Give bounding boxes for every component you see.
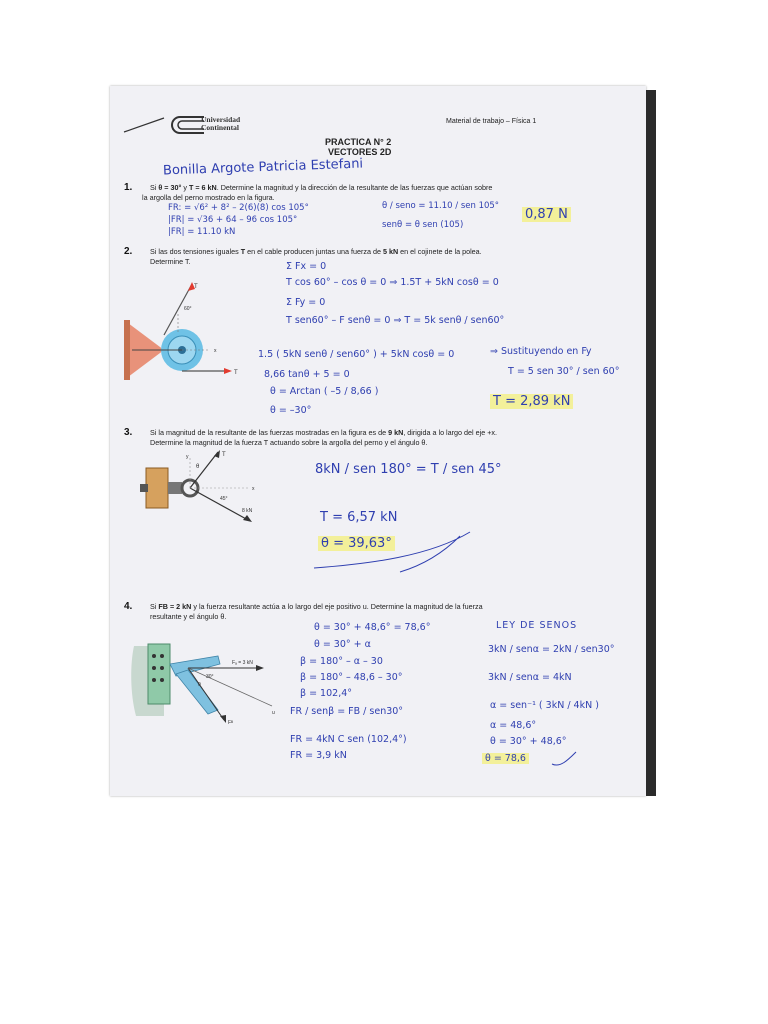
- q2-work-line: ⇒ Sustituyendo en Fy: [490, 346, 592, 357]
- q4-work-line: FR / senβ = FB / sen30°: [290, 706, 404, 717]
- page-subtitle: VECTORES 2D: [328, 147, 392, 157]
- q3-label-angle: 45°: [220, 496, 228, 502]
- q4-work-line: β = 180° – α – 30: [300, 656, 383, 667]
- q4-work-line: θ = 30° + 48,6° = 78,6°: [314, 622, 431, 633]
- q4-work-line: FR = 4kN C sen (102,4°): [290, 734, 407, 745]
- q3-work-line: 8kN / sen 180° = T / sen 45°: [315, 462, 502, 477]
- q2-work-line: θ = Arctan ( –5 / 8,66 ): [270, 386, 379, 397]
- question-3-text-2: Determine la magnitud de la fuerza T actuando sobre la argolla del perno y el ángulo θ.: [150, 438, 428, 447]
- q1-work-line: senθ = θ sen (105): [382, 220, 464, 230]
- university-name-2: Continental: [201, 123, 239, 132]
- q4-label-theta: θ: [198, 682, 201, 688]
- q4-work-line: LEY DE SENOS: [496, 620, 578, 631]
- q2-label-x: x: [214, 348, 217, 354]
- q4-work-line: α = sen⁻¹ ( 3kN / 4kN ): [490, 700, 599, 711]
- q3-underline-scribble: [310, 526, 480, 576]
- q2-work-line: θ = –30°: [270, 405, 312, 416]
- q3-label-force: 8 kN: [242, 508, 253, 514]
- q1-work-line: |FR| = 11.10 kN: [168, 227, 236, 237]
- q4-label-angle: 30°: [206, 674, 214, 680]
- q3-label-theta: θ: [196, 464, 200, 470]
- q1-work-line: FR: = √6² + 8² – 2(6)(8) cos 105°: [168, 203, 309, 213]
- question-1-number: 1.: [124, 182, 133, 193]
- q3-label-T: T: [222, 452, 226, 458]
- q4-label-force: Fₐ = 3 kN: [232, 660, 253, 666]
- university-logo-icon: [124, 114, 204, 136]
- eyebolt-diagram: [130, 448, 270, 528]
- q1-answer: 0,87 N: [522, 207, 571, 222]
- q3-answer: θ = 39,63°: [318, 536, 395, 551]
- q3-work-line: T = 6,57 kN: [320, 510, 398, 525]
- q4-work-line: θ = 30° + 48,6°: [490, 736, 567, 747]
- question-3-number: 3.: [124, 427, 133, 438]
- q3-label-x: x: [252, 486, 255, 492]
- material-label: Material de trabajo – Física 1: [446, 118, 537, 125]
- q4-work-line: FR = 3,9 kN: [290, 750, 347, 761]
- q4-work-line: α = 48,6°: [490, 720, 537, 731]
- q4-label-u: u: [272, 710, 275, 716]
- q4-work-line: β = 180° – 48,6 – 30°: [300, 672, 403, 683]
- q2-label-T-bottom: T: [234, 370, 238, 376]
- q2-work-line: Σ Fx = 0: [286, 261, 327, 272]
- question-4-number: 4.: [124, 601, 133, 612]
- question-2-text-2: Determine T.: [150, 257, 191, 266]
- q4-work-line: 3kN / senα = 4kN: [488, 672, 572, 683]
- q1-work-line: θ / seno = 11.10 / sen 105°: [382, 201, 500, 211]
- q2-work-line: 8,66 tanθ + 5 = 0: [264, 369, 350, 380]
- student-name: Bonilla Argote Patricia Estefani: [162, 156, 364, 179]
- q2-work-line: Σ Fy = 0: [286, 297, 326, 308]
- scanned-page: [110, 86, 646, 796]
- q2-label-angle: 60°: [184, 306, 192, 312]
- q2-label-T-top: T: [194, 284, 198, 290]
- q2-work-line: T sen60° – F senθ = 0 ⇒ T = 5k senθ / sen60°: [286, 315, 505, 326]
- q2-work-line: 1.5 ( 5kN senθ / sen60° ) + 5kN cosθ = 0: [258, 349, 455, 360]
- question-1-text: Si θ = 30° y T = 6 kN. Determine la magnitud y la dirección de la resultante de las fuerzas que actúan sobre: [150, 183, 493, 192]
- question-4-text: Si FB = 2 kN y la fuerza resultante actúa a lo largo del eje positivo u. Determine la magnitud de la fuerza: [150, 602, 483, 611]
- q2-work-line: T cos 60° – cos θ = 0 ⇒ 1.5T + 5kN cosθ = 0: [286, 277, 499, 288]
- question-2-text: Si las dos tensiones iguales T en el cable producen juntas una fuerza de 5 kN en el cojinete de la polea.: [150, 247, 482, 256]
- q2-work-line: T = 5 sen 30° / sen 60°: [508, 366, 620, 377]
- q4-work-line: 3kN / senα = 2kN / sen30°: [488, 644, 615, 655]
- question-3-text: Si la magnitud de la resultante de las fuerzas mostradas en la figura es de 9 kN, dirigida a lo largo del eje +x.: [150, 428, 498, 437]
- q4-answer: θ = 78,6: [482, 753, 529, 764]
- q4-label-FB: Fᴮ: [228, 720, 234, 726]
- bracket-diagram: [128, 634, 278, 724]
- q1-work-line: |FR| = √36 + 64 – 96 cos 105°: [168, 215, 298, 225]
- q4-work-line: β = 102,4°: [300, 688, 353, 699]
- q4-check-scribble: [550, 750, 580, 770]
- q4-work-line: θ = 30° + α: [314, 639, 371, 650]
- university-name-1: Universidad: [201, 115, 241, 124]
- pulley-diagram: [124, 280, 244, 390]
- q2-answer: T = 2,89 kN: [490, 394, 573, 409]
- scan-edge: [646, 90, 656, 796]
- question-4-text-2: resultante y el ángulo θ.: [150, 612, 227, 621]
- q3-label-y: y: [186, 454, 189, 460]
- question-2-number: 2.: [124, 246, 133, 257]
- page-title: PRACTICA N° 2: [325, 137, 392, 147]
- question-1-text-2: la argolla del perno mostrado en la figura.: [142, 193, 275, 202]
